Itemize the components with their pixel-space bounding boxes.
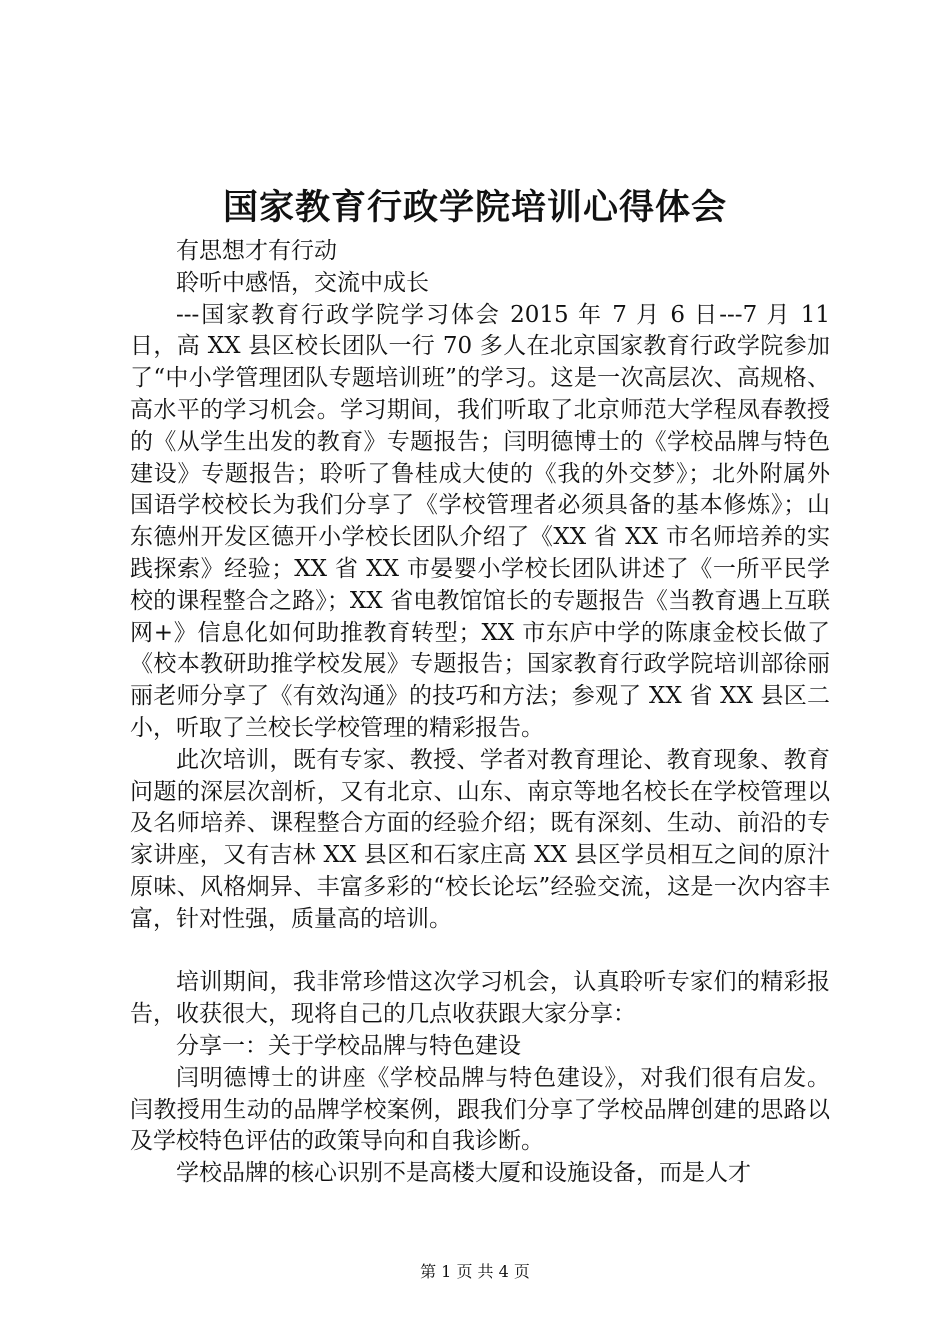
paragraph-harvest-intro: 培训期间，我非常珍惜这次学习机会，认真聆听专家们的精彩报告，收获很大，现将自己的几点收获跟大家分享： <box>130 969 830 1028</box>
paragraph-spacer <box>130 936 830 968</box>
paragraph-training-overview: ---国家教育行政学院学习体会 2015 年 7 月 6 日---7 月 11 日，高 XX 县区校长团队一行 70 多人在北京国家教育行政学院参加了“中小学管理团队专题培训班”的学习。这是一次高层次、高规格、高水平的学习机会。学习期间，我们听取了北京师范大学程凤春教授的《从学生出发的教育》专题报告；闫明德博士的《学校品牌与特色建设》专题报告；聆听了鲁桂成大使的《我的外交梦》；北外附属外国语学校校长为我们分享了《学校管理者必须具备的基本修炼》；山东德州开发区德开小学校长团队介绍了《XX 省 XX 市名师培养的实践探索》经验；XX 省 XX 市晏婴小学校长团队讲述了《一所平民学校的课程整合之路》；XX 省电教馆馆长的专题报告《当教育遇上互联网+》信息化如何助推教育转型；XX 市东庐中学的陈康金校长做了《校本教研助推学校发展》专题报告；国家教育行政学院培训部徐丽丽老师分享了《有效沟通》的技巧和方法；参观了 XX 省 XX 县区二小，听取了兰校长学校管理的精彩报告。 <box>130 301 830 741</box>
document-body <box>130 236 830 1190</box>
paragraph-brand-core: 学校品牌的核心识别不是高楼大厦和设施设备，而是人才 <box>176 1160 751 1187</box>
paragraph-subtitle-1: 有思想才有行动 <box>176 238 337 264</box>
document-title: 国家教育行政学院培训心得体会 <box>222 187 727 228</box>
paragraph-subtitle-2: 聆听中感悟，交流中成长 <box>176 269 429 296</box>
paragraph-share-one-heading: 分享一：关于学校品牌与特色建设 <box>176 1032 521 1059</box>
paragraph-share-one-body: 闫明德博士的讲座《学校品牌与特色建设》，对我们很有启发。闫教授用生动的品牌学校案例，跟我们分享了学校品牌创建的思路以及学校特色评估的政策导向和自我诊断。 <box>130 1064 830 1155</box>
page-footer: 第 1 页 共 4 页 <box>420 1262 530 1281</box>
paragraph-training-summary: 此次培训，既有专家、教授、学者对教育理论、教育现象、教育问题的深层次剖析，又有北京、山东、南京等地名校长在学校管理以及名师培养、课程整合方面的经验介绍；既有深刻、生动、前沿的专家讲座，又有吉林 XX 县区和石家庄高 XX 县区学员相互之间的原汁原味、风格炯异、丰富多彩的“校长论坛”经验交流，这是一次内容丰富，针对性强，质量高的培训。 <box>130 746 830 932</box>
